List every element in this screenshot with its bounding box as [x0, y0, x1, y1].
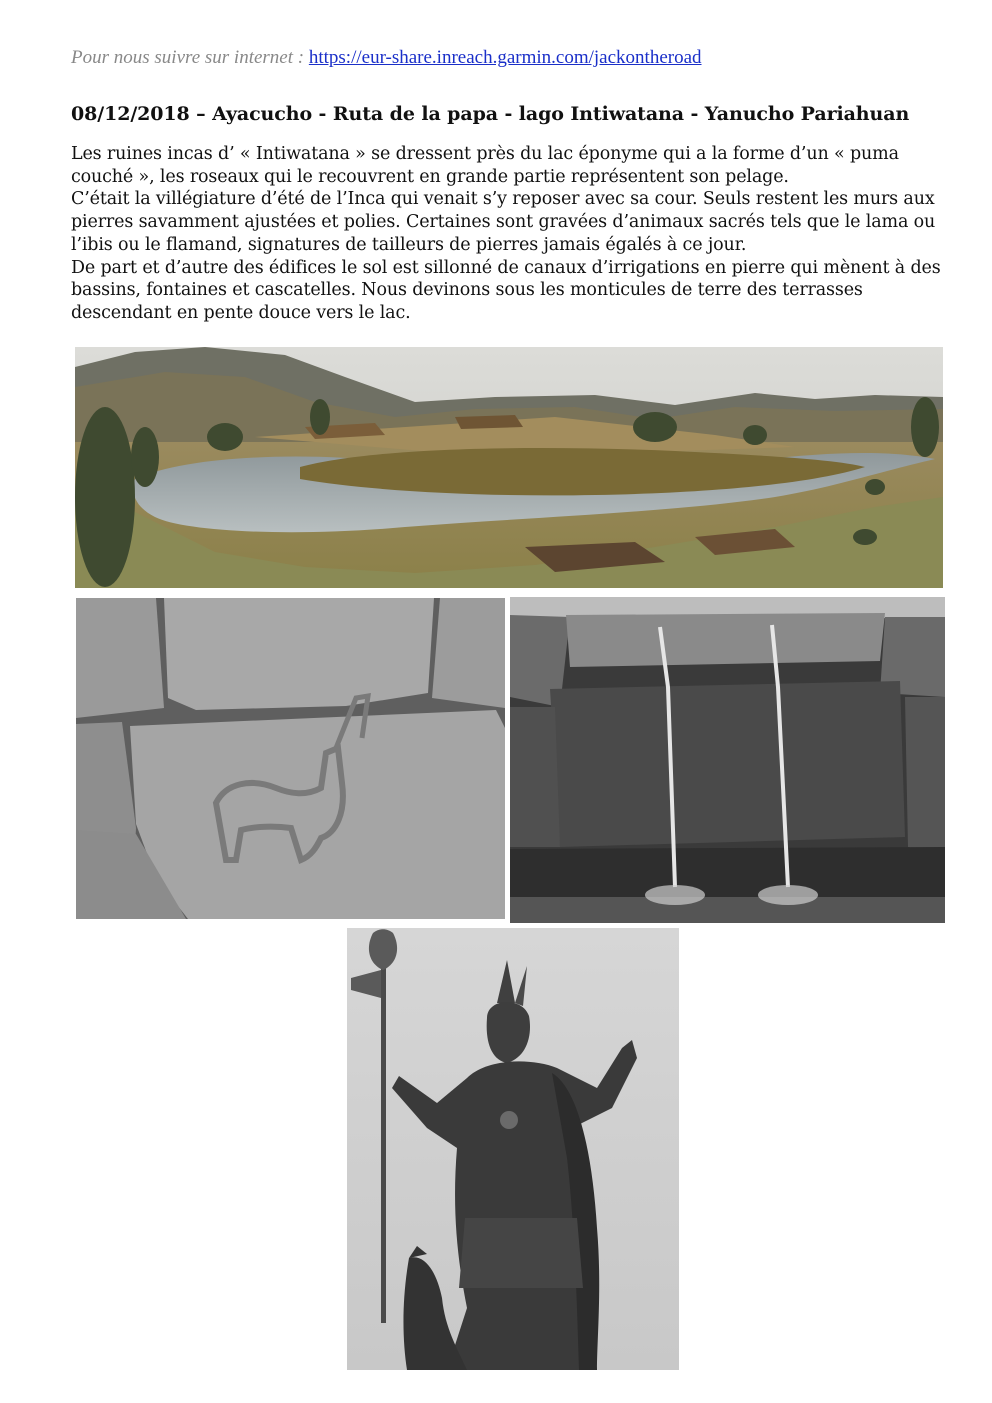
stone-fountain-photo: [510, 597, 945, 923]
article-title: 08/12/2018 – Ayacucho - Ruta de la papa - lago Intiwatana - Yanucho Pariahuan: [71, 103, 910, 125]
paragraph: De part et d’autre des édifices le sol est sillonné de canaux d’irrigations en pierre qui mènent à des bassins, fontaines et cascatelles. Nous devinons sous les monticules de terre des terrasses descendant en pente douce vers le lac.: [71, 257, 941, 323]
engraved-llama-stone-photo: [76, 598, 505, 919]
follow-label: Pour nous suivre sur internet :: [71, 47, 305, 68]
tracking-link[interactable]: https://eur-share.inreach.garmin.com/jackontheroad: [308, 47, 702, 68]
article-body: [71, 143, 951, 325]
paragraph: C’était la villégiature d’été de l’Inca qui venait s’y reposer avec sa cour. Seuls restent les murs aux pierres savamment ajustées et polies. Certaines sont gravées d’animaux sacrés tels que le lama ou l’ibis ou le flamand, signatures de tailleurs de pierres jamais égalés à ce jour.: [71, 189, 936, 255]
inca-statue-photo: [347, 928, 679, 1370]
follow-line: [71, 47, 702, 69]
paragraph: Les ruines incas d’ « Intiwatana » se dressent près du lac éponyme qui a la forme d’un « puma couché », les roseaux qui le recouvrent en grande partie représentent son pelage.: [71, 144, 899, 187]
lake-panorama-photo: [75, 347, 943, 588]
